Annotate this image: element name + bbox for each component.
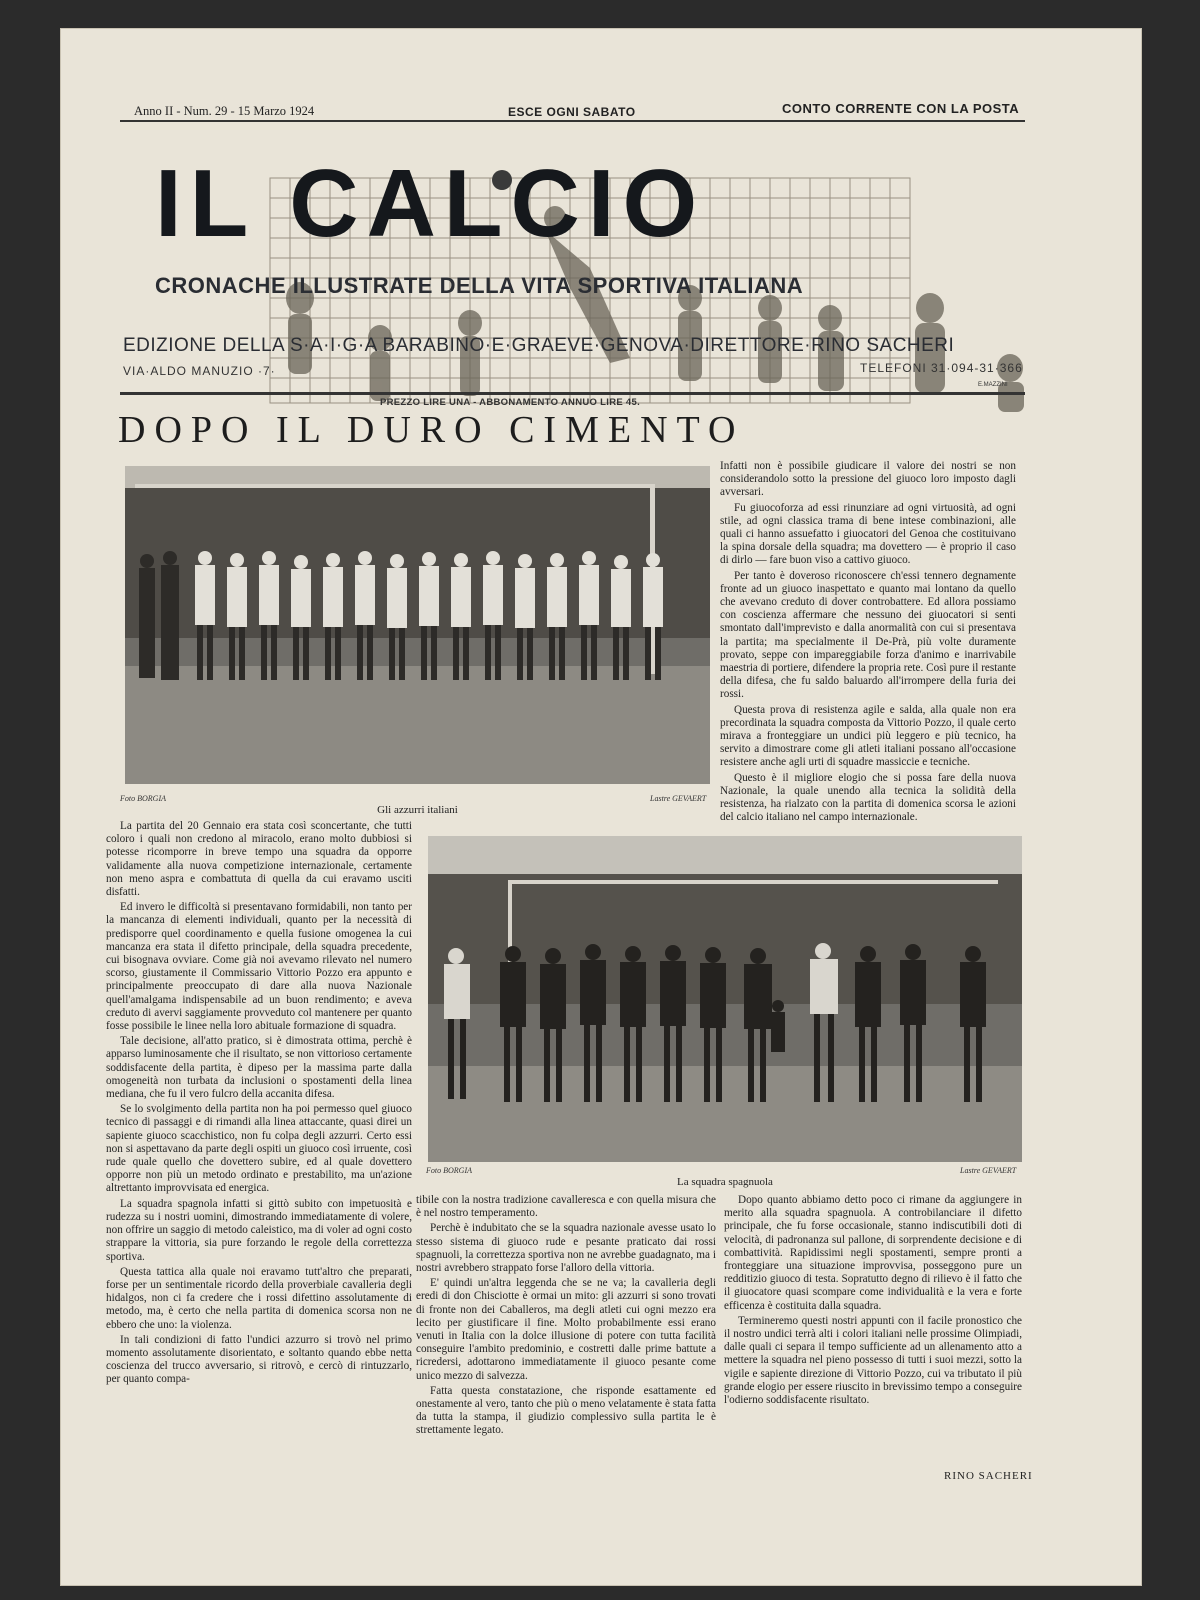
paragraph: Perchè è indubitato che se la squadra nazionale avesse usato lo stesso sistema di giuoco rude e pesante praticato dai rossi spagnuoli, la correttezza sportiva non ne avrebbe guadagnato, ma i nostri avrebbero strappato forse l'alloro della vittoria. — [416, 1222, 716, 1275]
newspaper-page — [60, 28, 1142, 1586]
photo1-credit-right: Lastre GEVAERT — [650, 794, 707, 803]
address-line: VIA·ALDO MANUZIO ·7· — [123, 364, 276, 378]
masthead-title: IL CALCIO — [155, 150, 706, 257]
paragraph: In tali condizioni di fatto l'undici azzurro si trovò nel primo momento assolutamente disorientato, e soltanto quando ebbe netta coscienza del trucco avversario, si ritrovò, e cercò di rintuzzarlo, per quanto compa- — [106, 1333, 412, 1386]
paragraph: Dopo quanto abbiamo detto poco ci rimane da aggiungere in merito alla squadra spagnuola. A controbilanciare il difetto principale, che fu forse occasionale, stanno indiscutibili doti di velocità, di padronanza sul pallone, di sorprendente decisione e di combattività. Rapidissimi negli spostamenti, sempre pronti a fronteggiare una situazione improvvisa, posseggono pure un redditizio giuoco di testa. Sopratutto degno di rilievo è il fatto che il giuocatore quasi scompare come individualità e la vera e forte efficenza è costituita dalla squadra. — [724, 1194, 1022, 1312]
article-column-left — [106, 820, 412, 1389]
paragraph: Tale decisione, all'atto pratico, si è dimostrata ottima, perchè è apparso luminosamente che il risultato, se non vittorioso certamente soddisfacente della partita, è dipeso per la massima parte dalla omogeneità non turbata da inclusioni o spostamenti della linea mediana, che fu il vero fulcro della accanita difesa. — [106, 1035, 412, 1101]
paragraph: Fatta questa constatazione, che risponde esattamente ed onestamente al vero, tanto che più o meno velatamente è stata fatta da tutta la stampa, il giudizio complessivo sulla partita le è strettamente legato. — [416, 1384, 716, 1437]
paragraph: Questo è il migliore elogio che si possa fare della nuova Nazionale, la quale unendo alla tecnica la solidità della resistenza, ha rialzato con la partita di domenica scorsa le azioni del calcio italiano nel campo internazionale. — [720, 771, 1016, 824]
paragraph: Termineremo questi nostri appunti con il facile pronostico che il nostro undici terrà alti i colori italiani nelle prossime Olimpiadi, dalle quali ci separa il tempo sufficiente ad un allenamento atto a mettere la squadra nel pieno possesso di tutti i suoi mezzi, sotto la vigile e sapiente direzione di Vittorio Pozzo, cui va tributato il più grande elogio per essere riuscito in brevissimo tempo a conseguire l'odierno soddisfacente risultato. — [724, 1314, 1022, 1407]
artist-signature: E.MAZZINI — [978, 382, 1008, 388]
paragraph: Per tanto è doveroso riconoscere ch'essi tennero degnamente fronte ad un giuoco inaspettato e quanto mai lontano da quello che avevano creduto di dover controbattere. Ed allora possiamo con coscienza affermare che nessuno dei giuocatori si senti smontato dall'imprevisto e dalla anormalità con cui si presentava la partita; ma specialmente il De-Prà, più volte duramente provato, seppe con impareggiabile forza d'animo e inarrivabile maestria di portiere, difendere la propria rete. Così pure il restante della difesa, che fu saldo baluardo all'irrompere della furia dei rossi. — [720, 569, 1016, 701]
paragraph: Ed invero le difficoltà si presentavano formidabili, non tanto per la mancanza di elementi individuali, quanto per la necessità di predisporre quel coordinamento e quella fusione omogenea la cui mancanza era stata il difetto principale, della squadra precedente, cui bisognava ovviare. Come già noi avevamo rilevato nel numero scorso, giustamente il Commissario Vittorio Pozzo era appunto e principalmente preoccupato di dare alla nuova Nazionale quell'amalgama indispensabile ad un buon rendimento; e aveva creduto di avervi saggiamente provveduto col mantenere per quanto fosse possibile le linee nella loro abituale formazione di squadra. — [106, 901, 412, 1033]
article-column-middle — [416, 1194, 716, 1440]
photo1-caption: Gli azzurri italiani — [377, 804, 458, 816]
photo2-caption: La squadra spagnuola — [677, 1176, 773, 1188]
photo-spanish-team — [428, 836, 1022, 1162]
paragraph: Questa prova di resistenza agile e salda, alla quale non era precordinata la squadra composta da Vittorio Pozzo, il quale certo mirava a fronteggiare un undici più leggero e più tecnico, ha servito a dimostrare come gli atleti italiani possano all'occasione resistere anche agli urti di squadre massiccie e tecniche. — [720, 703, 1016, 769]
photo2-credit-left: Foto BORGIA — [426, 1166, 472, 1175]
phone-line: TELEFONI 31·094-31·366 — [860, 361, 1023, 375]
price-line: PREZZO LIRE UNA - ABBONAMENTO ANNUO LIRE 45. — [380, 397, 641, 408]
photo-italian-team — [125, 466, 710, 784]
paragraph: E' quindi un'altra leggenda che se ne va; la cavalleria degli eredi di don Chisciotte è ormai un mito: gli azzurri si sono trovati di fronte non dei Caballeros, ma degli atleti cui ogni mezzo era lecito per giustificare il fine. Molto probabilmente essi erano venuti in Italia con la dolce illusione di potere con tutta facilità conseguire l'ambito predominio, e costretti dalle prime battute a ricredersi, adottarono immediatamente il giuoco pesante come unico mezzo di salvezza. — [416, 1277, 716, 1382]
paragraph: La partita del 20 Gennaio era stata così sconcertante, che tutti coloro i quali non credono al miracolo, erano molto dubbiosi si potesse ricomporre in breve tempo una squadra da opporre validamente alla nuova competizione internazionale, certamente non meno aspra e combattuta di quella da cui eravamo usciti disfatti. — [106, 820, 412, 899]
masthead-rule — [120, 392, 1025, 395]
author-signature: RINO SACHERI — [944, 1470, 1033, 1482]
photo1-credit-left: Foto BORGIA — [120, 794, 166, 803]
photo2-credit-right: Lastre GEVAERT — [960, 1166, 1017, 1175]
issue-info: Anno II - Num. 29 - 15 Marzo 1924 — [134, 104, 315, 118]
paragraph: tibile con la nostra tradizione cavalleresca e con quella misura che è nel nostro temperamento. — [416, 1194, 716, 1220]
article-column-right — [724, 1194, 1022, 1409]
article-headline: DOPO IL DURO CIMENTO — [118, 409, 745, 451]
paragraph: Fu giuocoforza ad essi rinunziare ad ogni virtuosità, ad ogni stile, ad ogni classica trama di bene intese combinazioni, alle quali ci hanno assuefatto i giuocatori del Genoa che costituivano la spina dorsale della squadra; ma dovettero — è proprio il caso di dirlo — fare buon viso a cattivo giuoco. — [720, 501, 1016, 567]
article-column-right-top — [720, 460, 1016, 826]
top-rule — [120, 120, 1025, 122]
edition-line: EDIZIONE DELLA S·A·I·G·A BARABINO·E·GRAEVE·GENOVA·DIRETTORE·RINO SACHERI — [123, 335, 955, 356]
paragraph: La squadra spagnola infatti si gittò subito con impetuosità e rudezza su i nostri uomini, dimostrando immediatamente di volere, non offrire un saggio di metodo caleistico, ma di voler ad ogni costo strappare la vittoria, sia pure forzando le regole della correttezza sportiva. — [106, 1197, 412, 1263]
masthead-subtitle: CRONACHE ILLUSTRATE DELLA VITA SPORTIVA ITALIANA — [155, 273, 804, 298]
frequency-info: ESCE OGNI SABATO — [508, 105, 636, 119]
account-info: CONTO CORRENTE CON LA POSTA — [782, 101, 1020, 116]
paragraph: Questa tattica alla quale noi eravamo tutt'altro che preparati, forse per un sentimentale ricordo della proverbiale cavalleria degli hidalgos, non ci fa credere che i rossi difettino assolutamente di metodo, ma, è certo che nella partita di domenica scorsa non ne ebbero che uno: la violenza. — [106, 1265, 412, 1331]
paragraph: Se lo svolgimento della partita non ha poi permesso quel giuoco tecnico di passaggi e di rimandi alla linea attaccante, quasi direi un sapiente giuoco scacchistico, non fu colpa degli azzurri. Certo essi non si aspettavano da parte degli ospiti un giuoco così irruente, così rude quale quello che dovettero subire, ed al quale dovettero opporre non più un metodo ordinato e prestabilito, ma un'azione altrettanto improvvisata ed energica. — [106, 1103, 412, 1195]
paragraph: Infatti non è possibile giudicare il valore dei nostri se non considerandolo sotto la pressione del giuoco loro imposto dagli avversari. — [720, 460, 1016, 499]
